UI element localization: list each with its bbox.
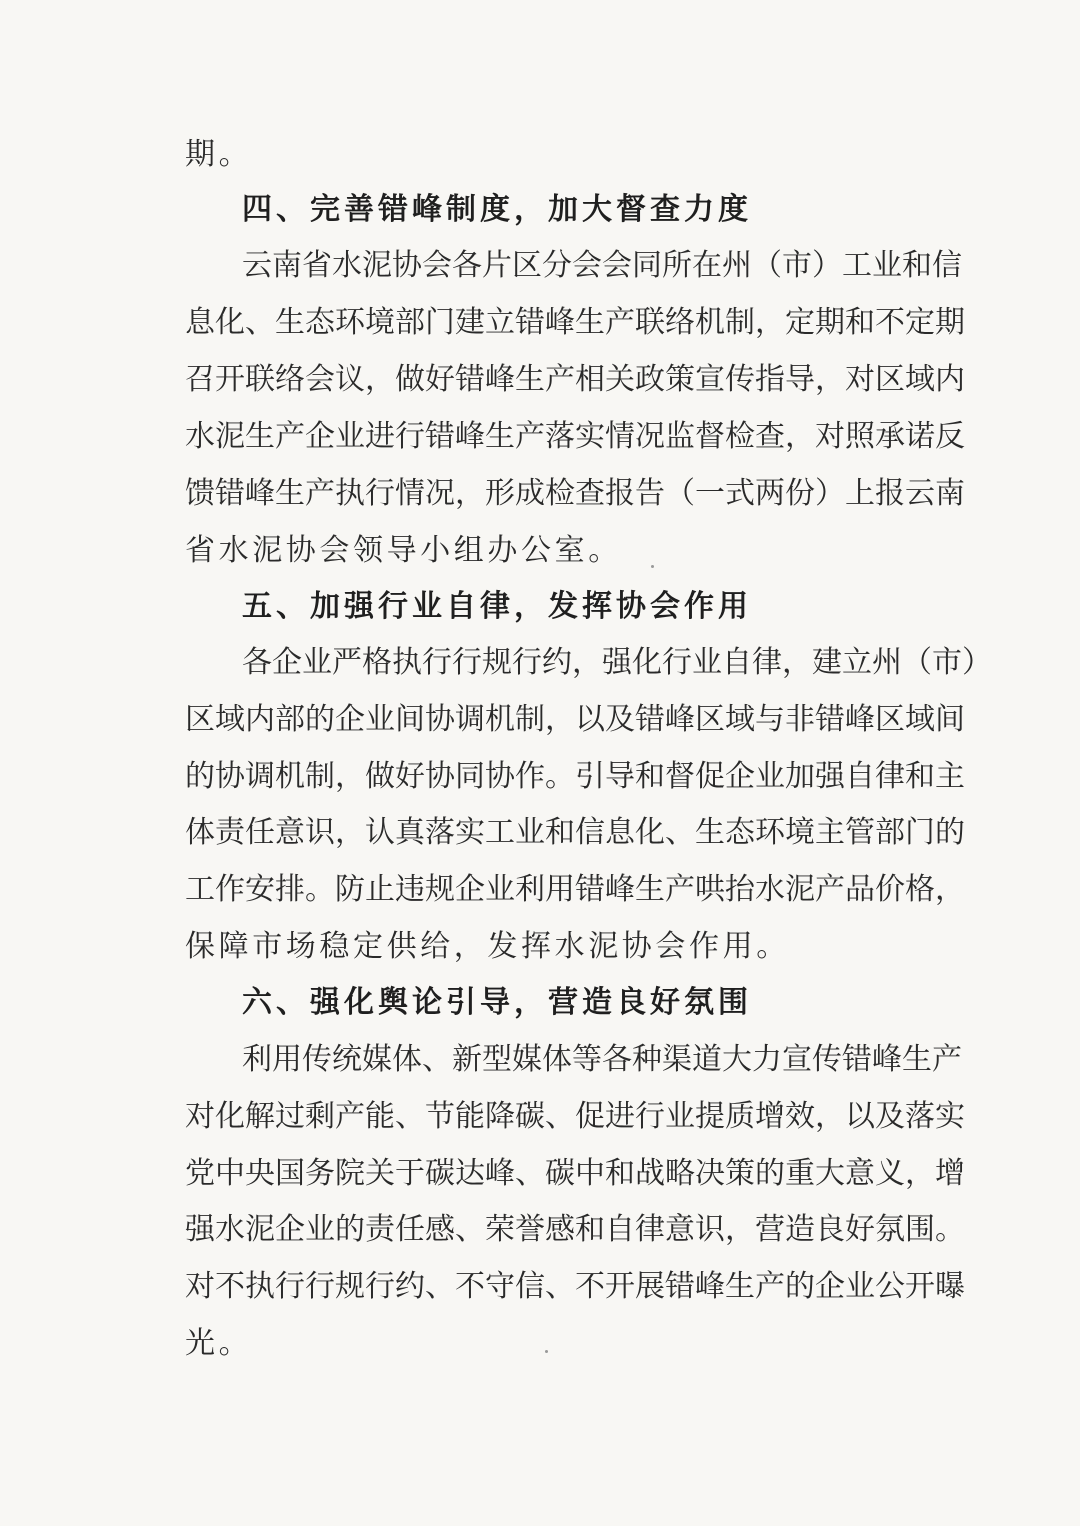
section-6-line-4: 强水泥企业的责任感、荣誉感和自律意识，营造良好氛围。 [185, 1212, 965, 1247]
section-4-line-2: 息化、生态环境部门建立错峰生产联络机制，定期和不定期 [185, 305, 965, 340]
section-4-line-1: 云南省水泥协会各片区分会会同所在州（市）工业和信 [242, 248, 962, 283]
section-6-line-6: 光。 [185, 1326, 253, 1361]
section-6-line-2: 对化解过剩产能、节能降碳、促进行业提质增效，以及落实 [185, 1099, 965, 1134]
section-6-line-3: 党中央国务院关于碳达峰、碳中和战略决策的重大意义，增 [185, 1156, 965, 1191]
section-4-line-4: 水泥生产企业进行错峰生产落实情况监督检查，对照承诺反 [185, 419, 965, 454]
section-5-line-6: 保障市场稳定供给，发挥水泥协会作用。 [185, 929, 790, 964]
section-4-line-3: 召开联络会议，做好错峰生产相关政策宣传指导，对区域内 [185, 362, 965, 397]
scan-speck [651, 565, 654, 568]
intro-tail-line: 期。 [185, 137, 253, 172]
section-4-line-5: 馈错峰生产执行情况，形成检查报告（一式两份）上报云南 [185, 476, 965, 511]
section-6-heading: 六、强化舆论引导，营造良好氛围 [242, 985, 752, 1020]
section-5-line-5: 工作安排。防止违规企业利用错峰生产哄抬水泥产品价格， [185, 872, 965, 907]
section-5-line-2: 区域内部的企业间协调机制，以及错峰区域与非错峰区域间 [185, 702, 965, 737]
section-5-line-3: 的协调机制，做好协同协作。引导和督促企业加强自律和主 [185, 759, 965, 794]
section-4-line-6: 省水泥协会领导小组办公室。 [185, 533, 622, 568]
section-5-line-4: 体责任意识，认真落实工业和信息化、生态环境主管部门的 [185, 815, 965, 850]
section-5-line-1: 各企业严格执行行规行约，强化行业自律，建立州（市） [242, 645, 992, 680]
scan-speck [545, 1350, 548, 1353]
section-4-heading: 四、完善错峰制度，加大督查力度 [242, 192, 752, 227]
section-6-line-5: 对不执行行规行约、不守信、不开展错峰生产的企业公开曝 [185, 1269, 965, 1304]
section-5-heading: 五、加强行业自律，发挥协会作用 [242, 589, 752, 624]
section-6-line-1: 利用传统媒体、新型媒体等各种渠道大力宣传错峰生产 [242, 1042, 962, 1077]
